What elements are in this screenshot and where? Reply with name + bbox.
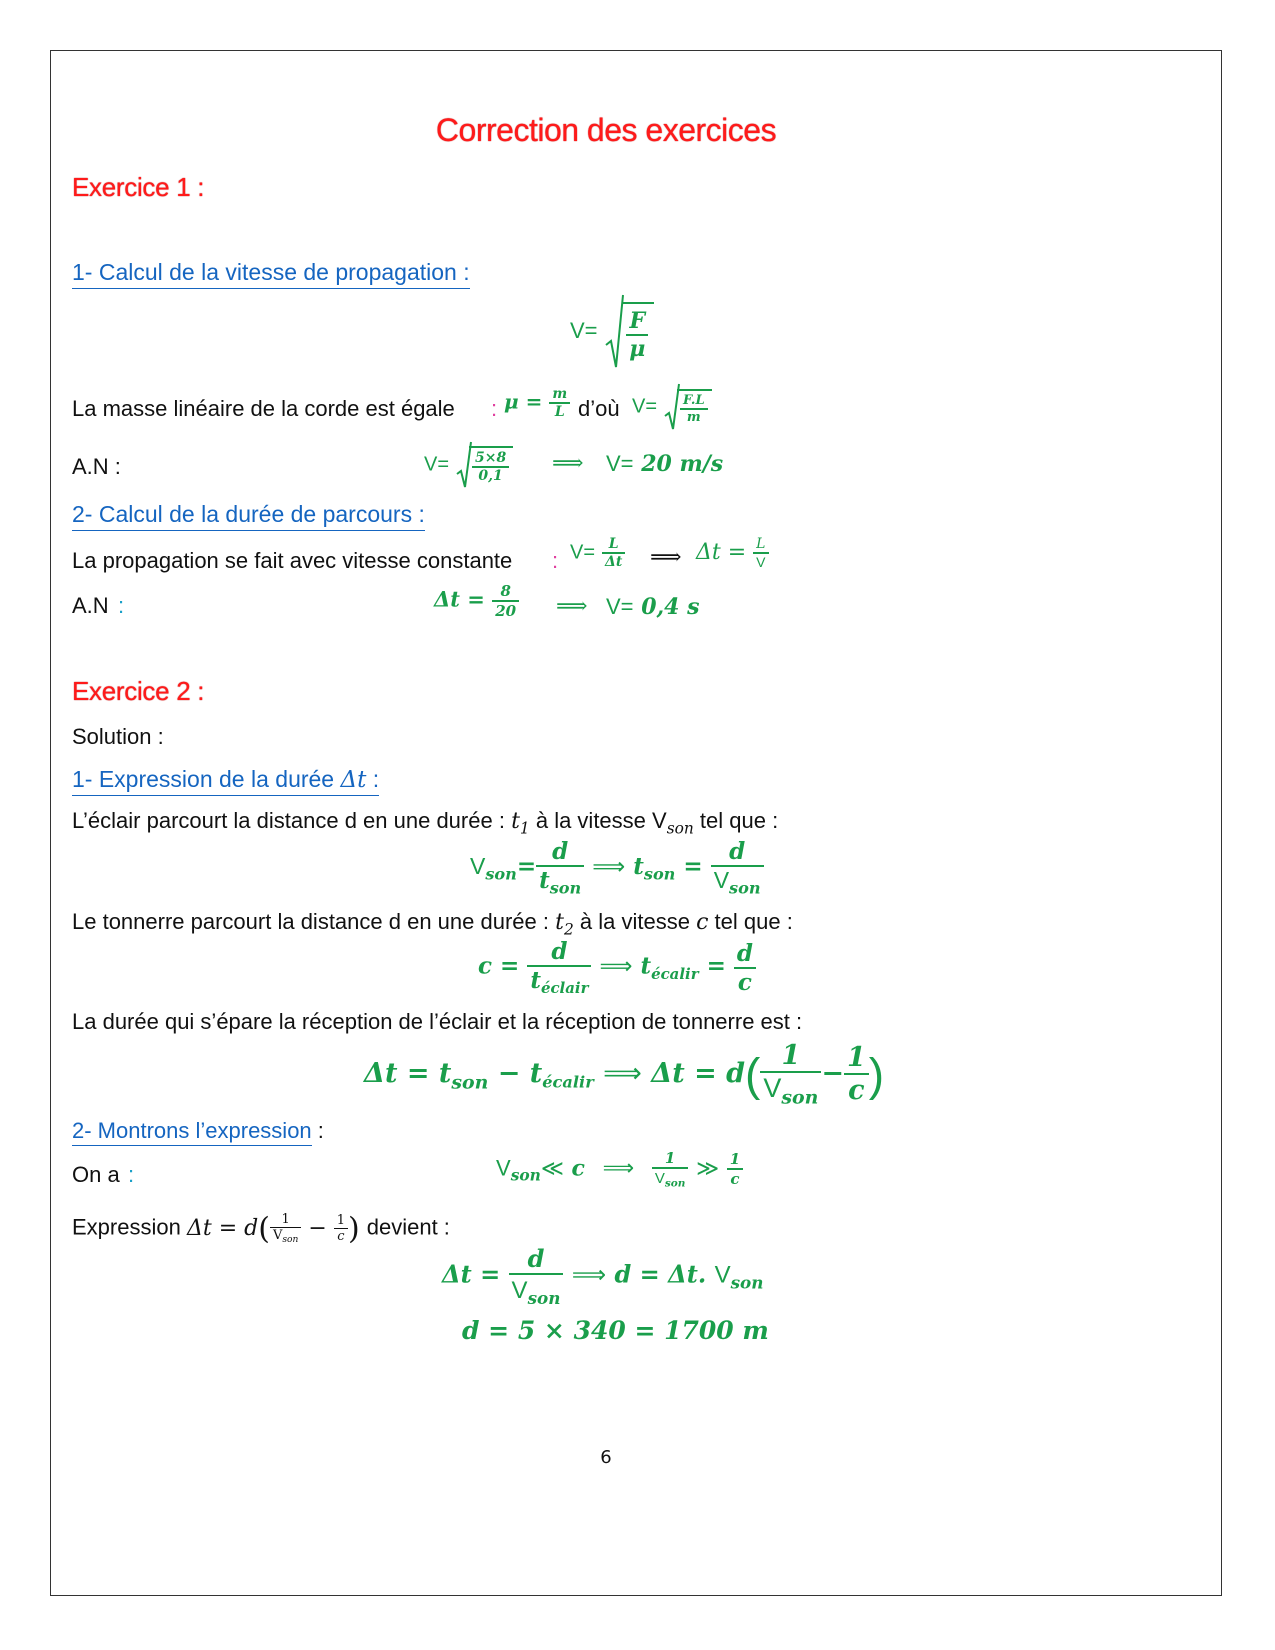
t-letter: t xyxy=(633,852,644,880)
t-subscript: 2 xyxy=(563,920,574,939)
son-subscript: son xyxy=(451,1071,489,1094)
masse-lineaire-text: La masse linéaire de la corde est égale xyxy=(72,396,455,421)
duree-sentence: La durée qui s’épare la réception de l’éclair et la réception de tonnerre est : xyxy=(72,1009,803,1034)
v-label: V= xyxy=(424,453,450,476)
v-letter: V xyxy=(714,1261,731,1289)
inline-formula: Δt = d( $\frac{1}{V_{son}}$ − $\frac{1}{c}$ ) xyxy=(186,1211,360,1246)
t2-symbol xyxy=(555,910,574,939)
final-result: d = 5 × 340 = 1700 m xyxy=(462,1316,769,1345)
v-label: V= xyxy=(606,594,634,619)
fraction-numerator: d xyxy=(536,838,584,867)
implies-arrow: ⟹ xyxy=(602,1155,635,1181)
dt-symbol: Δt xyxy=(364,1057,398,1089)
dou-text: d’où xyxy=(578,396,620,421)
fraction-denominator: c xyxy=(737,968,752,996)
fraction-numerator: 1 xyxy=(727,1150,743,1170)
dt-symbol: Δt xyxy=(442,1259,472,1289)
sentence-part: L’éclair parcourt la distance d en une durée : xyxy=(72,808,505,833)
fraction-denominator: 0,1 xyxy=(478,468,503,484)
t1-symbol xyxy=(511,809,530,838)
eq-c: c = $\frac{d}{t_{éclair}}$ ⟹ $t_{écalir}$ = $\frac{d}{c}$ xyxy=(478,938,756,997)
ecalir-subscript: écalir xyxy=(542,1072,594,1092)
left-paren: ( xyxy=(745,1048,761,1101)
fraction-denominator: 20 xyxy=(495,602,517,620)
section-title-text: 2- Montrons l’expression xyxy=(72,1118,312,1146)
fraction-denominator: c xyxy=(848,1075,865,1107)
fraction-numerator: L xyxy=(753,536,768,554)
implies-arrow: ⟹ xyxy=(556,594,588,619)
mu-formula xyxy=(504,386,570,420)
section-title-colon: : xyxy=(366,766,380,792)
fraction-numerator: 1 xyxy=(760,1040,821,1073)
v-letter: V xyxy=(652,808,667,833)
dt-label: Δt = xyxy=(434,586,485,612)
v-label: V= xyxy=(632,395,658,418)
ex1-velocity-formula xyxy=(570,293,654,371)
fraction-denominator: $t_{éclair}$ xyxy=(530,967,589,998)
sentence-part: tel que : xyxy=(714,909,793,934)
tonnerre-sentence xyxy=(72,909,793,938)
an-velocity-formula xyxy=(424,440,513,490)
v-label: V= xyxy=(570,541,596,564)
implies-arrow: ⟹ xyxy=(592,852,626,879)
eq-delta-t: $\Delta t = t_{son} - t_{écalir}$ ⟹ Δt = d( $\frac{1}{V_{son}}$ − $\frac{1}{c}$ ) xyxy=(364,1040,885,1109)
ex1-section-2-title: 2- Calcul de la durée de parcours : xyxy=(72,501,425,531)
fraction-numerator: F xyxy=(626,308,648,336)
t-subscript: 1 xyxy=(519,819,530,838)
ona-label: On a xyxy=(72,1162,120,1187)
son-subscript: son xyxy=(643,864,676,884)
duration-result: 0,4 s xyxy=(641,594,700,620)
t-letter: t xyxy=(529,1057,543,1089)
fraction-numerator: d xyxy=(711,838,764,867)
fraction-denominator: $V_{son}$ xyxy=(511,1277,561,1308)
v-letter: V xyxy=(496,1155,511,1181)
fraction-denominator: m xyxy=(686,410,701,425)
c-symbol: c xyxy=(696,910,709,935)
sentence-part: Expression xyxy=(72,1214,181,1240)
ex2-section-1-title xyxy=(72,766,379,796)
fraction-numerator: F.L xyxy=(680,393,708,410)
t-letter: t xyxy=(555,910,564,935)
sentence-part: tel que : xyxy=(699,808,779,833)
eq-vson: $V_{son}=$ $\frac{d}{t_{son}}$ ⟹ $t_{son}$ = $\frac{d}{V_{son}}$ xyxy=(470,838,764,898)
page-number: 6 xyxy=(600,1447,612,1468)
t-letter: t xyxy=(438,1057,452,1089)
colon-cyan: : xyxy=(128,1162,135,1187)
sentence-part: devient : xyxy=(366,1214,450,1240)
v-label: V= xyxy=(570,318,598,343)
sentence-part: Le tonnerre parcourt la distance d en une durée : xyxy=(72,909,549,934)
son-subscript: son xyxy=(485,864,517,884)
exercise-1-heading: Exercice 1 : xyxy=(72,172,205,202)
implies-arrow: ⟹ xyxy=(599,952,633,979)
velocity-result: 20 m/s xyxy=(641,451,724,477)
v-label: V= xyxy=(606,451,634,476)
an-label: A.N : xyxy=(72,454,121,479)
prop-formula xyxy=(570,536,625,570)
implies-arrow: ⟹ xyxy=(603,1057,642,1088)
fraction-denominator: V xyxy=(756,554,766,570)
fraction-denominator: $t_{son}$ xyxy=(539,867,582,898)
fraction-numerator: L xyxy=(602,536,625,554)
d-letter: d xyxy=(614,1259,632,1289)
fraction-numerator: m xyxy=(549,386,570,404)
son-subscript: son xyxy=(666,819,694,838)
vson-symbol xyxy=(652,808,694,838)
fraction-denominator: $V_{son}$ xyxy=(654,1170,686,1190)
fraction-numerator: 5×8 xyxy=(472,450,509,468)
ex2-section-2-title xyxy=(72,1118,324,1144)
fraction-numerator: d xyxy=(527,938,591,967)
fraction-numerator: 8 xyxy=(492,582,519,602)
implies-arrow: ⟹ xyxy=(552,451,584,476)
right-paren: ) xyxy=(868,1048,885,1101)
colon-pink: : xyxy=(491,396,498,421)
dt-symbol: Δt xyxy=(651,1057,685,1089)
an-result xyxy=(606,451,723,477)
fraction-numerator: d xyxy=(734,940,756,969)
expression-sentence xyxy=(72,1211,450,1246)
an2-label: A.N xyxy=(72,593,109,618)
t-letter: t xyxy=(511,809,520,834)
colon-cyan: : xyxy=(118,593,125,618)
colon-pink: : xyxy=(552,548,559,573)
sentence-part: à la vitesse xyxy=(579,909,690,934)
mu-label: μ = xyxy=(504,389,543,414)
c-letter: c xyxy=(571,1155,585,1182)
v-letter: V xyxy=(470,852,486,879)
implies-arrow: ⟹ xyxy=(650,545,682,570)
an2-formula xyxy=(434,582,519,620)
ex1-section-1-title: 1- Calcul de la vitesse de propagation : xyxy=(72,259,470,289)
eclair-sentence xyxy=(72,808,778,837)
fraction-denominator: $V_{son}$ xyxy=(713,867,761,898)
sentence-part: à la vitesse xyxy=(535,808,646,833)
dt-label: Δt = xyxy=(696,540,747,565)
t-letter: t xyxy=(640,952,652,980)
dt-symbol: Δt xyxy=(340,767,367,793)
fraction-denominator: c xyxy=(730,1170,740,1189)
son-subscript: son xyxy=(730,1272,764,1293)
exercise-2-heading: Exercice 2 : xyxy=(72,676,205,706)
fraction-denominator: μ xyxy=(629,336,646,362)
fraction-numerator: d xyxy=(509,1244,564,1275)
implies-arrow: ⟹ xyxy=(571,1261,607,1289)
page-title: Correction des exercices xyxy=(435,112,777,148)
v-fl-formula xyxy=(632,382,712,432)
fraction-denominator: $V_{son}$ xyxy=(763,1073,819,1109)
son-subscript: son xyxy=(510,1166,541,1185)
dt-formula xyxy=(696,536,769,570)
dt-symbol: Δt xyxy=(668,1259,698,1289)
section-title-text: 1- Expression de la durée xyxy=(72,766,335,792)
fraction-denominator: Δt xyxy=(605,554,623,570)
c-letter: c xyxy=(478,952,493,980)
ecalir-subscript: écalir xyxy=(651,964,699,983)
propagation-text: La propagation se fait avec vitesse constante xyxy=(72,548,513,573)
solution-label: Solution : xyxy=(72,724,164,749)
eq-inequality: $V_{son}≪$ c ⟹ $\frac{1}{V_{son}}$ ≫ $\frac{1}{c}$ xyxy=(496,1149,743,1190)
d-letter: d xyxy=(726,1057,746,1089)
section-title-colon: : xyxy=(311,1118,324,1143)
fraction-numerator: 1 xyxy=(652,1149,689,1169)
an2-result xyxy=(606,594,700,620)
eq-distance: Δt = $\frac{d}{V_{son}}$ ⟹ d = Δt. $V_{son}$ xyxy=(442,1244,764,1308)
fraction-denominator: L xyxy=(554,404,565,420)
fraction-numerator: 1 xyxy=(844,1042,869,1075)
